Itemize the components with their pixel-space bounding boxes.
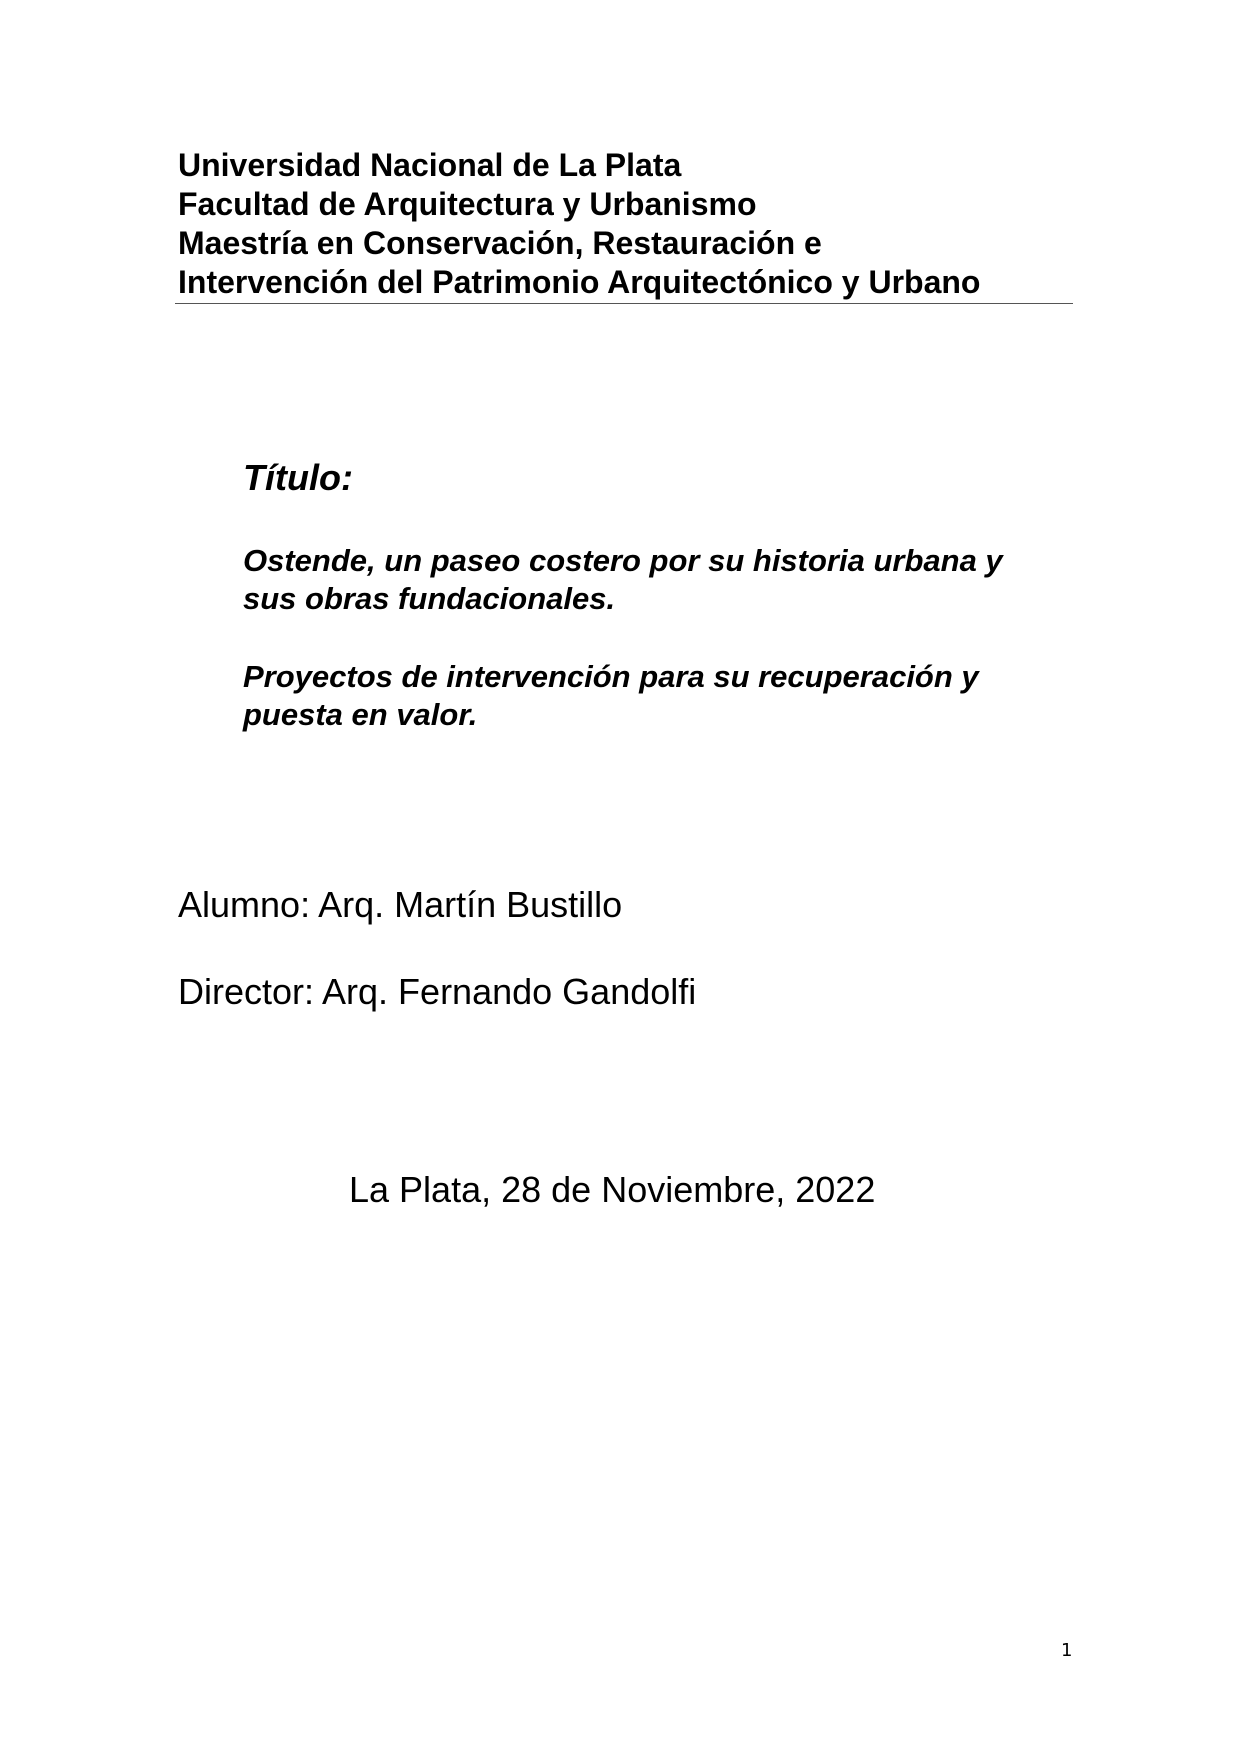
title-subtitle-line-1: Proyectos de intervención para su recuperación y	[243, 659, 979, 694]
director-name: Director: Arq. Fernando Gandolfi	[178, 971, 697, 1012]
title-subtitle-line-2: puesta en valor.	[243, 697, 478, 732]
title-main	[243, 542, 1103, 618]
title-subtitle	[243, 658, 1103, 734]
place-and-date: La Plata, 28 de Noviembre, 2022	[349, 1169, 876, 1210]
institution-header	[178, 146, 1078, 302]
program-name-line-2: Intervención del Patrimonio Arquitectónico y Urbano	[178, 264, 981, 300]
faculty-name: Facultad de Arquitectura y Urbanismo	[178, 186, 757, 222]
page-number: 1	[1061, 1640, 1073, 1661]
title-main-line-1: Ostende, un paseo costero por su historia urbana y	[243, 543, 1003, 578]
title-label: Título:	[243, 457, 353, 498]
authors-block	[178, 883, 696, 1057]
program-name-line-1: Maestría en Conservación, Restauración e	[178, 225, 822, 261]
student-name: Alumno: Arq. Martín Bustillo	[178, 884, 623, 925]
header-divider	[175, 303, 1073, 304]
university-name: Universidad Nacional de La Plata	[178, 147, 682, 183]
thesis-title-block	[243, 456, 1103, 774]
title-main-line-2: sus obras fundacionales.	[243, 581, 616, 616]
